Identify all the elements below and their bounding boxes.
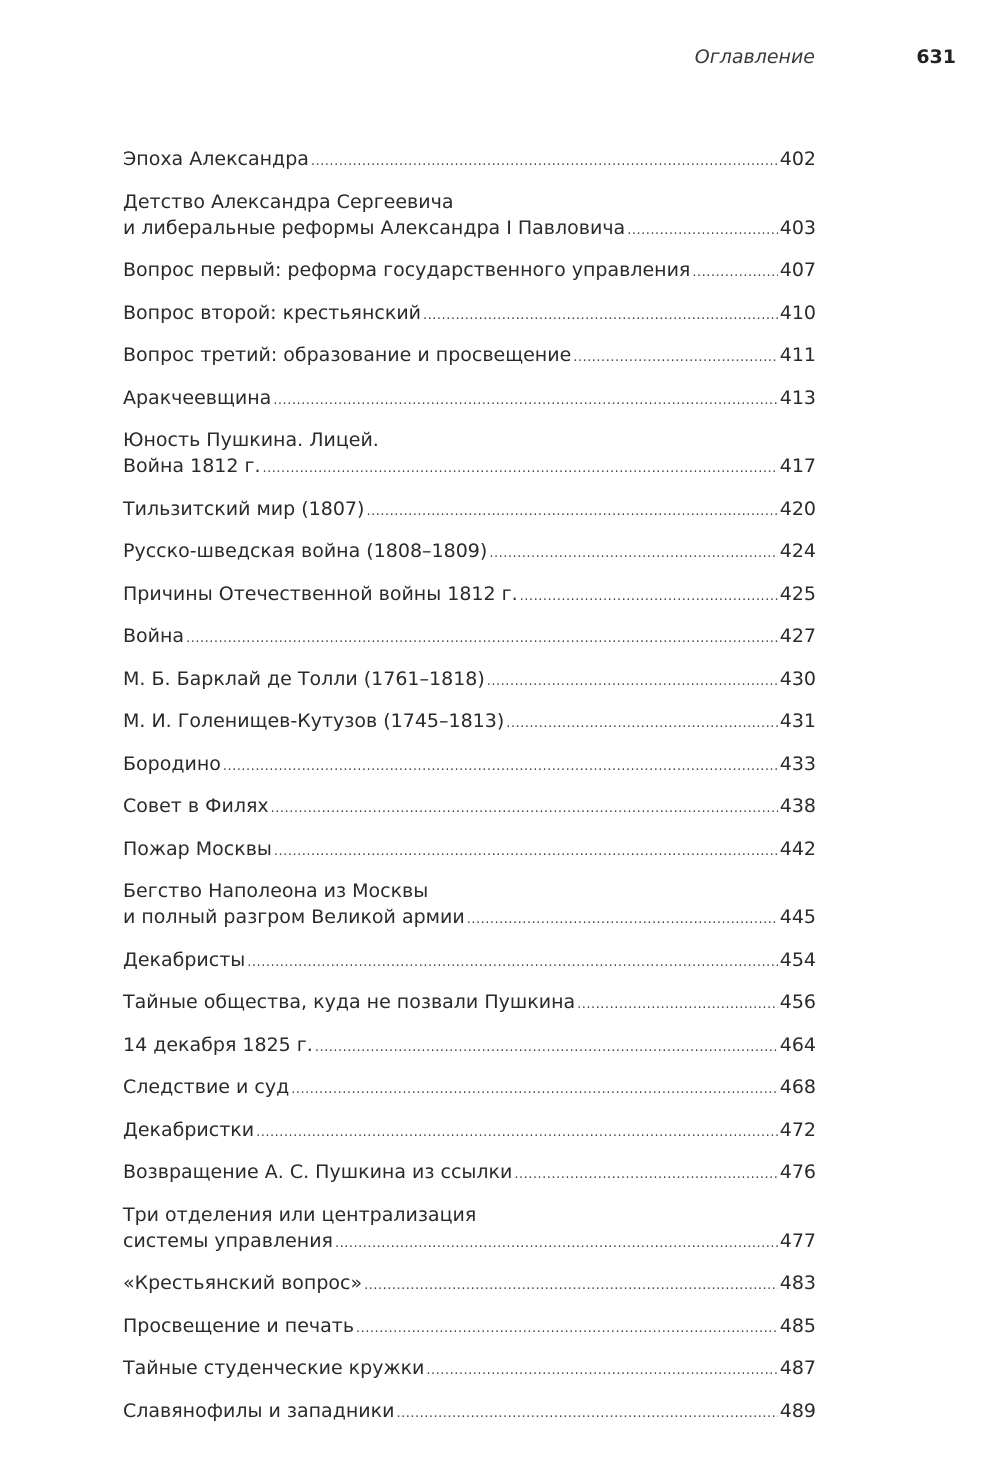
toc-entry-page: 487 [779, 1357, 816, 1379]
dot-leader [573, 345, 777, 371]
dot-leader [467, 907, 778, 933]
toc-entry-title: Декабристки [123, 1118, 255, 1141]
toc-entry-line [123, 1117, 816, 1146]
toc-entry-page: 407 [779, 259, 816, 281]
toc-entry-page: 464 [779, 1033, 816, 1056]
toc-entry [123, 257, 816, 286]
toc-entry-title: М. И. Голенищев-Кутузов (1745–1813) [123, 710, 505, 732]
toc-entry-title: Бегство Наполеона из Москвы [123, 880, 429, 902]
toc-entry-title: Война [123, 625, 185, 647]
running-head [0, 46, 1000, 76]
toc-entry-page: 456 [779, 991, 816, 1013]
toc-entry [123, 1398, 816, 1427]
toc-entry-line [123, 989, 816, 1018]
dot-leader [256, 1120, 778, 1146]
section-title: Оглавление [694, 46, 815, 68]
toc-entry [123, 581, 816, 610]
toc-entry-title: Тайные студенческие кружки [123, 1357, 425, 1379]
toc-entry-title: Декабристы [123, 948, 246, 971]
toc-entry [123, 189, 816, 244]
toc-entry [123, 1159, 816, 1188]
toc-entry-page: 410 [779, 301, 816, 324]
toc-entry-page: 411 [779, 344, 816, 366]
dot-leader [335, 1231, 778, 1257]
dot-leader [274, 839, 778, 865]
toc-entry-page: 472 [779, 1118, 816, 1141]
toc-entry-line [123, 793, 816, 822]
toc-entry-line [123, 215, 816, 244]
toc-entry-line [123, 1398, 816, 1427]
toc-entry-title: «Крестьянский вопрос» [123, 1272, 363, 1294]
toc-entry-page: 483 [779, 1272, 816, 1294]
dot-leader [271, 796, 778, 822]
dot-leader [364, 1273, 778, 1299]
dot-leader [247, 950, 777, 976]
toc-entry-title: Эпоха Александра [123, 148, 309, 170]
toc-entry-line [123, 257, 816, 286]
toc-entry [123, 989, 816, 1018]
toc-entry-page: 417 [779, 455, 816, 477]
toc-entry-line [123, 538, 816, 567]
toc-entry-page: 442 [779, 837, 816, 860]
toc-entry-line [123, 1270, 816, 1299]
toc-entry-line [123, 1313, 816, 1342]
dot-leader [315, 1035, 778, 1061]
toc-entry-page: 425 [779, 582, 816, 605]
dot-leader [223, 754, 778, 780]
toc-entry-line [123, 1032, 816, 1061]
toc-entry-line [123, 300, 816, 329]
toc-entry-title: Возвращение А. С. Пушкина из ссылки [123, 1161, 513, 1183]
toc-entry-line [123, 1228, 816, 1257]
toc-entry-line [123, 666, 816, 695]
toc-entry-line [123, 708, 816, 737]
toc-entry-line [123, 751, 816, 780]
toc-entry-title: Пожар Москвы [123, 837, 272, 860]
toc-entry-page: 489 [779, 1399, 816, 1422]
toc-entry-title: Три отделения или централизация [123, 1203, 477, 1226]
toc-entry-line [123, 1355, 816, 1384]
toc-entry [123, 793, 816, 822]
toc-entry-page: 476 [779, 1161, 816, 1183]
toc-entry [123, 385, 816, 414]
toc-entry-title: и либеральные реформы Александра I Павловича [123, 216, 626, 239]
toc-entry-page: 424 [779, 540, 816, 562]
dot-leader [506, 711, 777, 737]
toc-entry [123, 947, 816, 976]
toc-entry-line [123, 1159, 816, 1188]
toc-entry [123, 623, 816, 652]
toc-entry-title: Юность Пушкина. Лицей. [123, 429, 379, 451]
toc-entry-title: Славянофилы и западники [123, 1399, 395, 1422]
toc-entry-title: Вопрос второй: крестьянский [123, 301, 422, 324]
dot-leader [627, 218, 778, 244]
dot-leader [366, 499, 777, 525]
toc-entry [123, 836, 816, 865]
toc-entry-title: 14 декабря 1825 г. [123, 1033, 313, 1056]
toc-entry-title: Детство Александра Сергеевича [123, 190, 454, 213]
toc-entry-title: Тайные общества, куда не позвали Пушкина [123, 991, 576, 1013]
dot-leader [487, 669, 778, 695]
toc-entry-title: Вопрос первый: реформа государственного управления [123, 259, 691, 281]
dot-leader [291, 1077, 777, 1103]
toc-entry [123, 300, 816, 329]
toc-entry-page: 403 [779, 216, 816, 239]
toc-entry-page: 477 [779, 1229, 816, 1252]
toc-entry [123, 1270, 816, 1299]
dot-leader [489, 541, 777, 567]
toc-entry-page: 468 [779, 1076, 816, 1098]
toc-entry-title: Русско-шведская война (1808–1809) [123, 540, 488, 562]
toc-entry-page: 431 [779, 710, 816, 732]
toc-entry-title: М. Б. Барклай де Толли (1761–1818) [123, 667, 485, 690]
toc-entry [123, 1355, 816, 1384]
toc-entry [123, 146, 816, 175]
toc-entry-line [123, 1074, 816, 1103]
toc-entry-title: Совет в Филях [123, 795, 269, 817]
dot-leader [356, 1316, 778, 1342]
toc-entry-title: Война 1812 г. [123, 455, 261, 477]
toc-entry [123, 1074, 816, 1103]
toc-entry-page: 427 [779, 625, 816, 647]
dot-leader [263, 456, 778, 482]
toc-entry-page: 445 [779, 906, 816, 928]
toc-entry-line [123, 496, 816, 525]
toc-entry-title: и полный разгром Великой армии [123, 906, 465, 928]
dot-leader [520, 584, 778, 610]
dot-leader [186, 626, 778, 652]
toc-entry-page: 420 [779, 497, 816, 520]
toc-entry-line [123, 342, 816, 371]
dot-leader [426, 1358, 777, 1384]
toc-entry [123, 1202, 816, 1257]
toc-entry [123, 1117, 816, 1146]
toc-entry [123, 708, 816, 737]
toc-entry-line [123, 623, 816, 652]
toc-entry-page: 430 [779, 667, 816, 690]
toc-entry [123, 751, 816, 780]
dot-leader [273, 388, 777, 414]
toc-entry-line [123, 836, 816, 865]
toc-entry-page: 433 [779, 752, 816, 775]
toc-entry-title: Аракчеевщина [123, 386, 272, 409]
dot-leader [692, 260, 777, 286]
toc-entry-title: Вопрос третий: образование и просвещение [123, 344, 572, 366]
dot-leader [423, 303, 778, 329]
toc-entry [123, 878, 816, 933]
table-of-contents [123, 146, 816, 1440]
toc-entry-line [123, 385, 816, 414]
toc-entry [123, 666, 816, 695]
toc-entry-line [123, 581, 816, 610]
toc-entry-title: Следствие и суд [123, 1076, 290, 1098]
toc-entry-title: Тильзитский мир (1807) [123, 497, 365, 520]
toc-entry [123, 1032, 816, 1061]
page-number: 631 [916, 46, 956, 68]
toc-entry-line [123, 453, 816, 482]
toc-entry-line [123, 904, 816, 933]
toc-entry-title: системы управления [123, 1229, 333, 1252]
toc-entry-title: Просвещение и печать [123, 1314, 355, 1337]
dot-leader [311, 149, 778, 175]
toc-entry-page: 438 [779, 795, 816, 817]
toc-entry-page: 413 [779, 386, 816, 409]
dot-leader [514, 1162, 777, 1188]
toc-entry-page: 485 [779, 1314, 816, 1337]
toc-entry [123, 496, 816, 525]
toc-entry [123, 1313, 816, 1342]
toc-entry-line [123, 146, 816, 175]
toc-entry-title: Причины Отечественной войны 1812 г. [123, 582, 518, 605]
dot-leader [396, 1401, 777, 1427]
toc-entry-page: 454 [779, 948, 816, 971]
toc-entry-title: Бородино [123, 752, 221, 775]
toc-entry [123, 427, 816, 482]
toc-entry-page: 402 [779, 148, 816, 170]
dot-leader [577, 992, 778, 1018]
toc-entry-line [123, 947, 816, 976]
toc-entry [123, 538, 816, 567]
toc-entry [123, 342, 816, 371]
